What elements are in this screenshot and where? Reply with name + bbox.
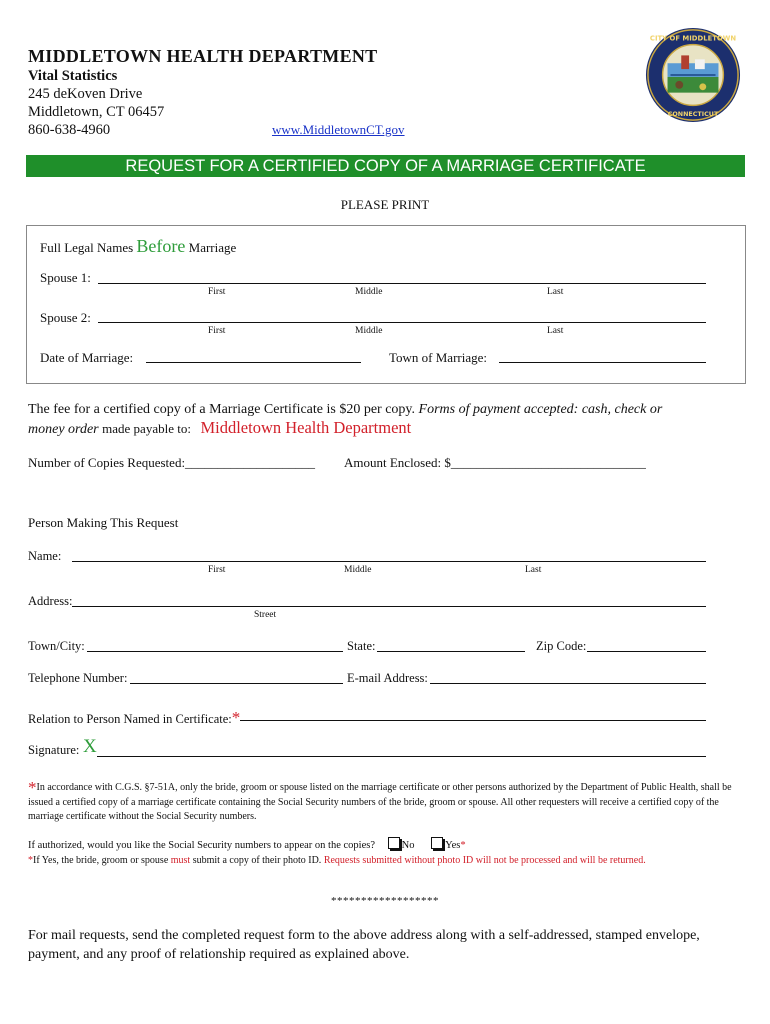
address-street: 245 deKoven Drive (28, 86, 143, 102)
spouse1-last-caption: Last (547, 287, 564, 297)
requester-first-caption: First (208, 565, 226, 575)
town-city-label: Town/City: (28, 639, 85, 653)
relation-field[interactable] (240, 720, 706, 721)
org-title: MIDDLETOWN HEALTH DEPARTMENT (28, 46, 378, 66)
mail-instructions: For mail requests, send the completed request form to the above address along with a self-addressed, stamped envelope, payment, and any proof of relationship required as explained above. (28, 928, 700, 962)
email-label: E-mail Address: (347, 671, 428, 685)
requester-name-label: Name: (28, 549, 62, 563)
address-field[interactable] (72, 606, 706, 607)
spouse1-first-caption: First (208, 287, 226, 297)
zip-code-label: Zip Code: (536, 639, 587, 653)
spouse1-label: Spouse 1: (40, 270, 91, 285)
spouse1-name-field[interactable] (98, 283, 706, 284)
amount-enclosed-field[interactable]: Amount Enclosed: $______________________________ (344, 455, 646, 470)
before-emphasis: Before (136, 236, 186, 256)
address-city: Middletown, CT 06457 (28, 104, 165, 120)
city-seal-logo (644, 26, 742, 124)
full-legal-names-label: Full Legal Names Before Marriage (40, 236, 237, 256)
ssn-legal-note: *In accordance with C.G.S. §7-51A, only the bride, groom or spouse listed on the marriage certificate or other persons authorized by the Department of Public Health, shall be issued a certified copy of a marriage certificate containing the Social Security numbers of the bride, groom or spouse. All other requesters will receive a certified copy of the marriage certificate without the Social Security numbers. (28, 778, 732, 822)
spouse2-middle-caption: Middle (355, 326, 383, 336)
zip-code-field[interactable] (587, 651, 706, 652)
spouse2-name-field[interactable] (98, 322, 706, 323)
state-label: State: (347, 639, 376, 653)
copies-requested-field[interactable]: Number of Copies Requested:____________________ (28, 455, 316, 470)
street-caption: Street (254, 610, 277, 620)
state-field[interactable] (377, 651, 525, 652)
svg-text:CONNECTICUT: CONNECTICUT (667, 110, 719, 119)
separator-stars: ****************** (331, 895, 439, 907)
phone-number: 860-638-4960 (28, 122, 111, 138)
requester-name-field[interactable] (72, 561, 706, 562)
telephone-label: Telephone Number: (28, 671, 128, 685)
payee-name: Middletown Health Department (200, 418, 412, 437)
svg-text:CITY OF MIDDLETOWN: CITY OF MIDDLETOWN (649, 34, 737, 43)
email-field[interactable] (430, 683, 706, 684)
spouse2-label: Spouse 2: (40, 310, 91, 325)
telephone-field[interactable] (130, 683, 343, 684)
town-city-field[interactable] (87, 651, 343, 652)
website-link[interactable]: www.MiddletownCT.gov (272, 122, 405, 137)
address-label: Address: (28, 594, 73, 608)
signature-label: Signature: (28, 743, 80, 757)
requester-middle-caption: Middle (344, 565, 372, 575)
ssn-question-row: If authorized, would you like the Social Security numbers to appear on the copies? No Yes* (28, 837, 466, 851)
required-star: * (231, 708, 241, 727)
spouse1-middle-caption: Middle (355, 287, 383, 297)
town-of-marriage-field[interactable] (499, 362, 706, 363)
requester-last-caption: Last (525, 565, 542, 575)
yes-checkbox[interactable] (431, 837, 443, 849)
date-of-marriage-label: Date of Marriage: (40, 350, 134, 365)
signature-field[interactable] (97, 756, 706, 757)
spouse2-last-caption: Last (547, 326, 564, 336)
fee-paragraph: The fee for a certified copy of a Marriage Certificate is $20 per copy. Forms of payment accepted: cash, check or money order made payable to: Middletown Health Department (28, 402, 663, 437)
signature-x-mark: X (83, 736, 97, 757)
dept-name: Vital Statistics (28, 68, 118, 84)
relation-label: Relation to Person Named in Certificate:* (28, 708, 241, 727)
photo-id-note: *If Yes, the bride, groom or spouse must submit a copy of their photo ID. Requests submitted without photo ID will not be processed and will be returned. (28, 855, 646, 866)
town-of-marriage-label: Town of Marriage: (389, 350, 488, 365)
no-checkbox[interactable] (388, 837, 400, 849)
requester-heading: Person Making This Request (28, 515, 179, 530)
form-title-banner: REQUEST FOR A CERTIFIED COPY OF A MARRIAGE CERTIFICATE (26, 155, 745, 177)
spouse2-first-caption: First (208, 326, 226, 336)
date-of-marriage-field[interactable] (146, 362, 361, 363)
please-print-label: PLEASE PRINT (340, 197, 430, 212)
